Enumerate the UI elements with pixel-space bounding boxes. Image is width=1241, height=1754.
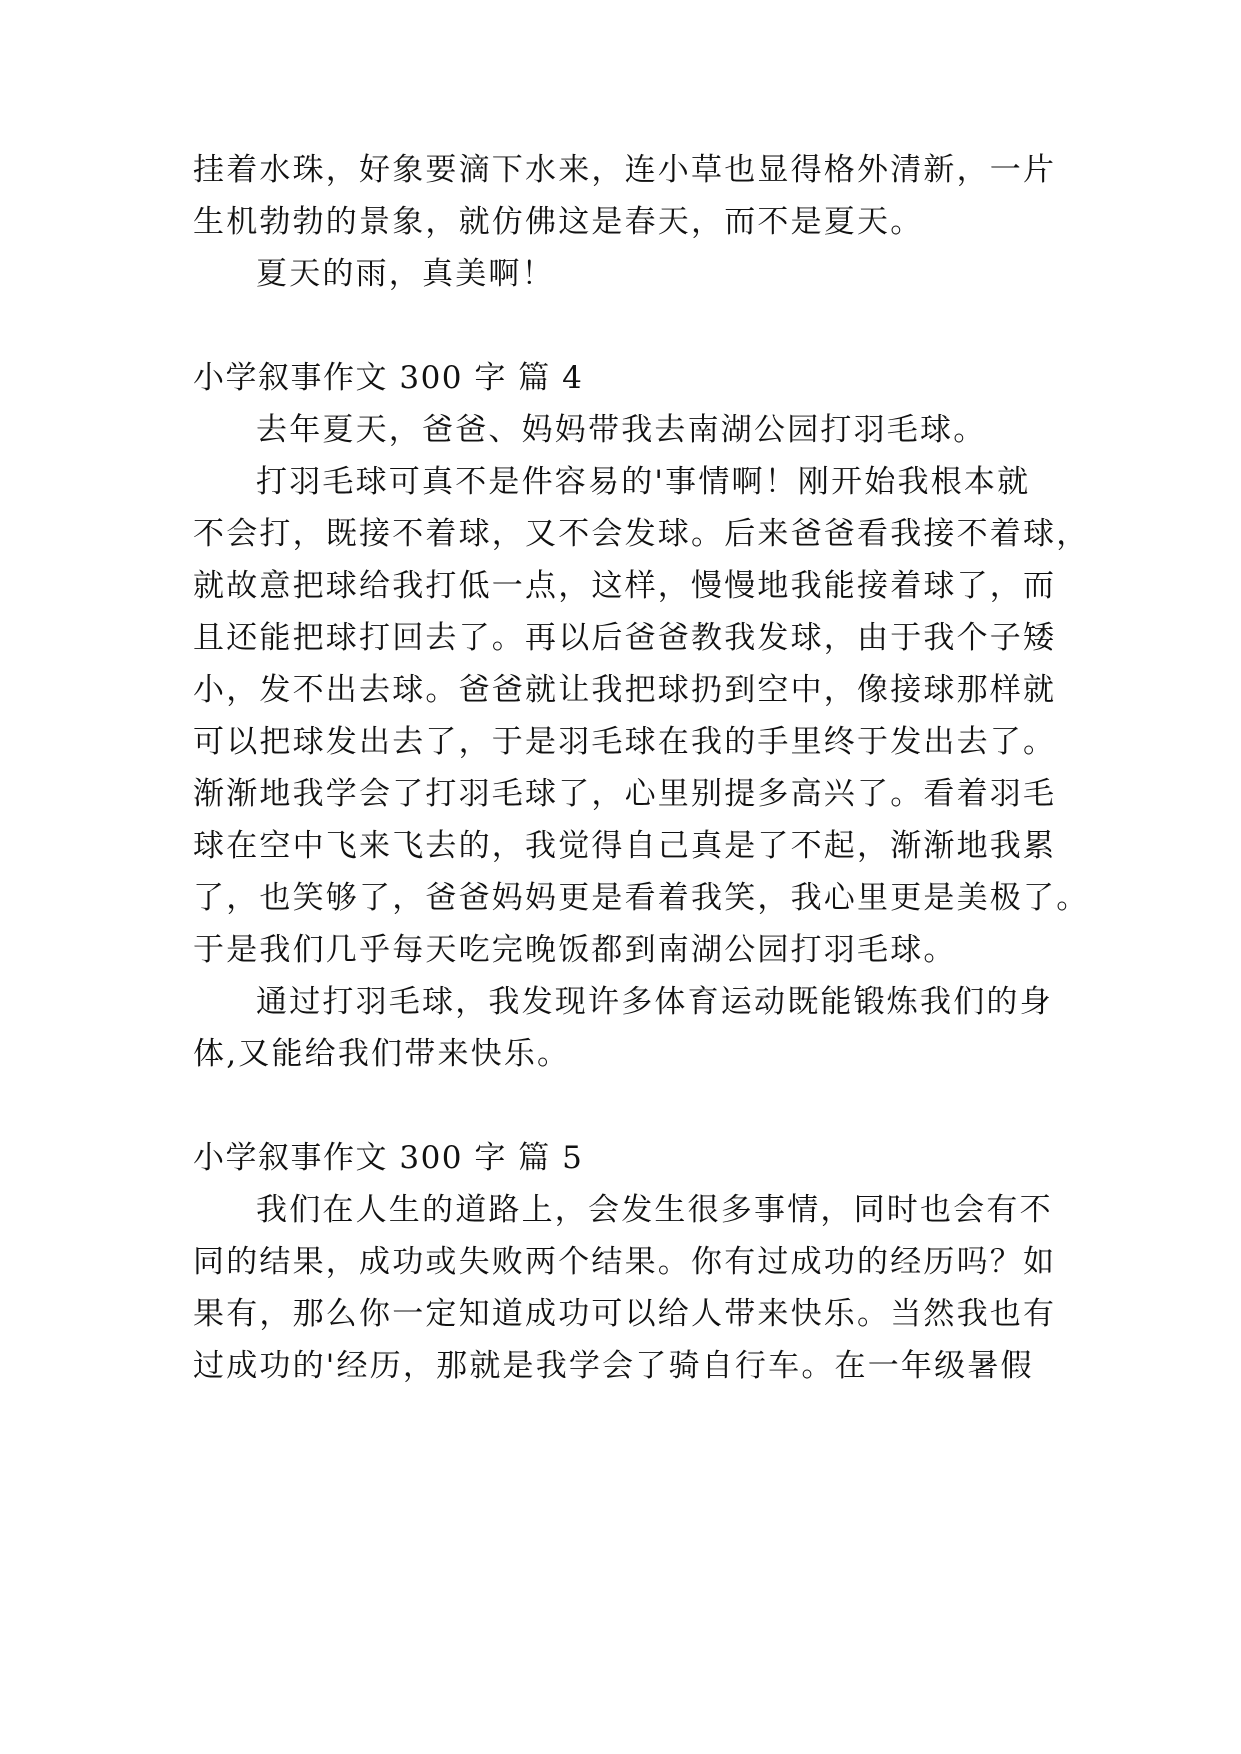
paragraph-line: 过成功的'经历，那就是我学会了骑自行车。在一年级暑假: [193, 1348, 1034, 1384]
paragraph-line: 果有，那么你一定知道成功可以给人带来快乐。当然我也有: [193, 1296, 1057, 1332]
paragraph-line: 球在空中飞来飞去的，我觉得自己真是了不起，渐渐地我累: [193, 828, 1057, 864]
paragraph-line: 不会打，既接不着球，又不会发球。后来爸爸看我接不着球，: [193, 516, 1090, 552]
paragraph-line: 于是我们几乎每天吃完晚饭都到南湖公园打羽毛球。: [193, 932, 957, 968]
paragraph-line: 小，发不出去球。爸爸就让我把球扔到空中，像接球那样就: [193, 672, 1057, 708]
paragraph-line: 可以把球发出去了，于是羽毛球在我的手里终于发出去了。: [193, 724, 1057, 760]
paragraph-line: 去年夏天，爸爸、妈妈带我去南湖公园打羽毛球。: [256, 412, 987, 448]
paragraph-line: 生机勃勃的景象，就仿佛这是春天，而不是夏天。: [193, 204, 924, 240]
paragraph-closing: 夏天的雨，真美啊！: [256, 256, 555, 292]
paragraph-line: 通过打羽毛球，我发现许多体育运动既能锻炼我们的身: [256, 984, 1053, 1020]
section-heading-5: 小学叙事作文 300 字 篇 5: [193, 1140, 584, 1176]
paragraph-line: 就故意把球给我打低一点，这样，慢慢地我能接着球了，而: [193, 568, 1057, 604]
paragraph-line: 我们在人生的道路上，会发生很多事情，同时也会有不: [256, 1192, 1053, 1228]
paragraph-line: 打羽毛球可真不是件容易的'事情啊！刚开始我根本就: [256, 464, 1031, 500]
paragraph-line: 了，也笑够了，爸爸妈妈更是看着我笑，我心里更是美极了。: [193, 880, 1090, 916]
section-heading-4: 小学叙事作文 300 字 篇 4: [193, 360, 584, 396]
paragraph-line: 且还能把球打回去了。再以后爸爸教我发球，由于我个子矮: [193, 620, 1057, 656]
paragraph-line: 体,又能给我们带来快乐。: [193, 1036, 571, 1072]
paragraph-line: 同的结果，成功或失败两个结果。你有过成功的经历吗？如: [193, 1244, 1057, 1280]
paragraph-line: 渐渐地我学会了打羽毛球了，心里别提多高兴了。看着羽毛: [193, 776, 1057, 812]
paragraph-line: 挂着水珠，好象要滴下水来，连小草也显得格外清新，一片: [193, 152, 1057, 188]
